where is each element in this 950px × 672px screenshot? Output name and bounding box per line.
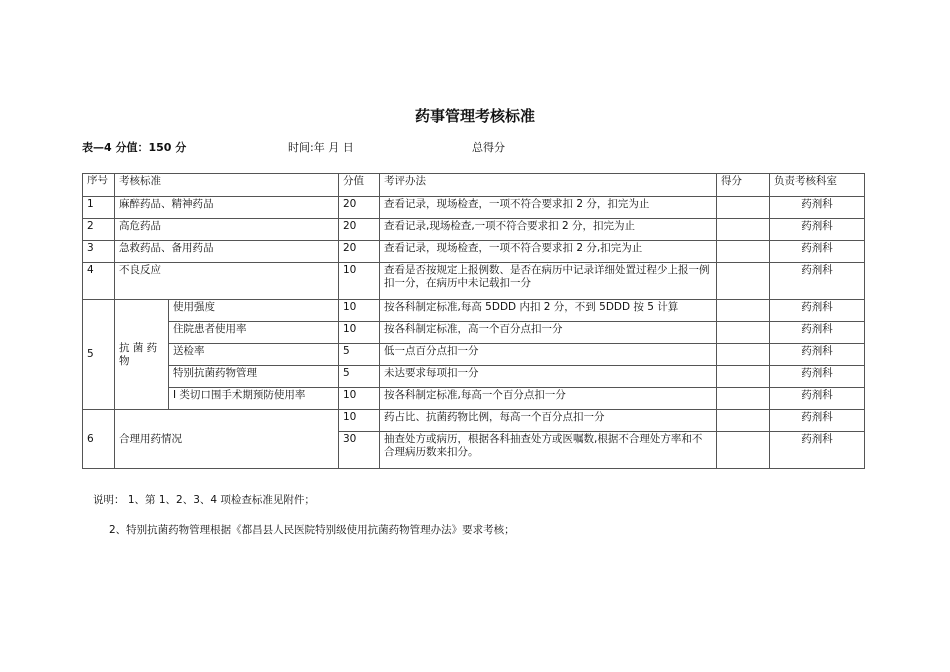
row-score: [717, 410, 770, 432]
row-substandard: 使用强度: [169, 300, 339, 322]
row-method: 药占比、抗菌药物比例，每高一个百分点扣一分: [380, 410, 717, 432]
header-method: 考评办法: [380, 174, 717, 197]
table-row: [83, 300, 865, 322]
row-seq: 1: [83, 197, 115, 219]
row-method: 查看是否按规定上报例数、是否在病历中记录详细处置过程少上报一例扣一分，在病历中未记载扣一分: [380, 263, 717, 300]
row-substandard: 住院患者使用率: [169, 322, 339, 344]
row-method: 抽查处方或病历，根据各科抽查处方或医嘱数,根据不合理处方率和不合理病历数来扣分。: [380, 432, 717, 469]
row-dept: 药剂科: [770, 388, 865, 410]
row-dept: 药剂科: [770, 241, 865, 263]
row-standard: 不良反应: [115, 263, 339, 300]
row-seq: 6: [83, 410, 115, 469]
row-method: 按各科制定标准，高一个百分点扣一分: [380, 322, 717, 344]
table-row: [83, 197, 865, 219]
row-seq: 5: [83, 300, 115, 410]
assessment-table: [82, 173, 865, 469]
row-points: 10: [339, 322, 380, 344]
row-dept: 药剂科: [770, 263, 865, 300]
row-method: 未达要求每项扣一分: [380, 366, 717, 388]
row-seq: 4: [83, 263, 115, 300]
header-dept: 负责考核科室: [770, 174, 865, 197]
row-score: [717, 432, 770, 469]
document-title: 药事管理考核标准: [414, 107, 535, 125]
table-row: [83, 388, 865, 410]
row-method: 低一点百分点扣一分: [380, 344, 717, 366]
row-dept: 药剂科: [770, 432, 865, 469]
row-points: 10: [339, 388, 380, 410]
row-points: 10: [339, 263, 380, 300]
row-score: [717, 344, 770, 366]
time-label: 时间:年 月 日: [288, 141, 354, 154]
row-substandard: 送检率: [169, 344, 339, 366]
table-row: [83, 219, 865, 241]
table-header-row: [83, 174, 865, 197]
row-dept: 药剂科: [770, 300, 865, 322]
table-row: [83, 322, 865, 344]
table-score-label: 表—4 分值：150 分: [82, 141, 187, 154]
row-points: 30: [339, 432, 380, 469]
row-points: 20: [339, 219, 380, 241]
row-seq: 3: [83, 241, 115, 263]
row-substandard: I 类切口围手术期预防使用率: [169, 388, 339, 410]
row-dept: 药剂科: [770, 219, 865, 241]
row-method: 查看记录，现场检查，一项不符合要求扣 2 分，扣完为止: [380, 197, 717, 219]
row-score: [717, 366, 770, 388]
row-seq: 2: [83, 219, 115, 241]
row-score: [717, 219, 770, 241]
row-method: 按各科制定标准,每高 5DDD 内扣 2 分，不到 5DDD 按 5 计算: [380, 300, 717, 322]
row-score: [717, 263, 770, 300]
header-points: 分值: [339, 174, 380, 197]
row-dept: 药剂科: [770, 197, 865, 219]
row-standard: 高危药品: [115, 219, 339, 241]
row-points: 10: [339, 300, 380, 322]
table-row: [83, 241, 865, 263]
row-method: 查看记录,现场检查,一项不符合要求扣 2 分，扣完为止: [380, 219, 717, 241]
total-score-label: 总得分: [472, 141, 505, 154]
row-score: [717, 388, 770, 410]
row-points: 5: [339, 366, 380, 388]
row-dept: 药剂科: [770, 366, 865, 388]
row-points: 10: [339, 410, 380, 432]
row-score: [717, 197, 770, 219]
row-method: 查看记录，现场检查，一项不符合要求扣 2 分,扣完为止: [380, 241, 717, 263]
row-group-label: 抗 菌 药 物: [115, 300, 169, 410]
table-row: [83, 344, 865, 366]
table-row: [83, 263, 865, 300]
table-row: [83, 410, 865, 432]
table-row: [83, 366, 865, 388]
row-standard: 麻醉药品、精神药品: [115, 197, 339, 219]
row-dept: 药剂科: [770, 322, 865, 344]
row-substandard: 特别抗菌药物管理: [169, 366, 339, 388]
row-points: 5: [339, 344, 380, 366]
header-standard: 考核标准: [115, 174, 339, 197]
row-score: [717, 241, 770, 263]
note-1: 说明： 1、第 1、2、3、4 项检查标准见附件；: [93, 494, 315, 506]
note-2: 2、特别抗菌药物管理根据《都昌县人民医院特别级使用抗菌药物管理办法》要求考核；: [109, 524, 515, 536]
row-score: [717, 322, 770, 344]
row-points: 20: [339, 197, 380, 219]
row-score: [717, 300, 770, 322]
row-standard: 合理用药情况: [115, 410, 339, 469]
header-seq: 序号: [83, 174, 115, 197]
row-method: 按各科制定标准,每高一个百分点扣一分: [380, 388, 717, 410]
row-dept: 药剂科: [770, 344, 865, 366]
row-points: 20: [339, 241, 380, 263]
header-score: 得分: [717, 174, 770, 197]
row-standard: 急救药品、备用药品: [115, 241, 339, 263]
row-dept: 药剂科: [770, 410, 865, 432]
